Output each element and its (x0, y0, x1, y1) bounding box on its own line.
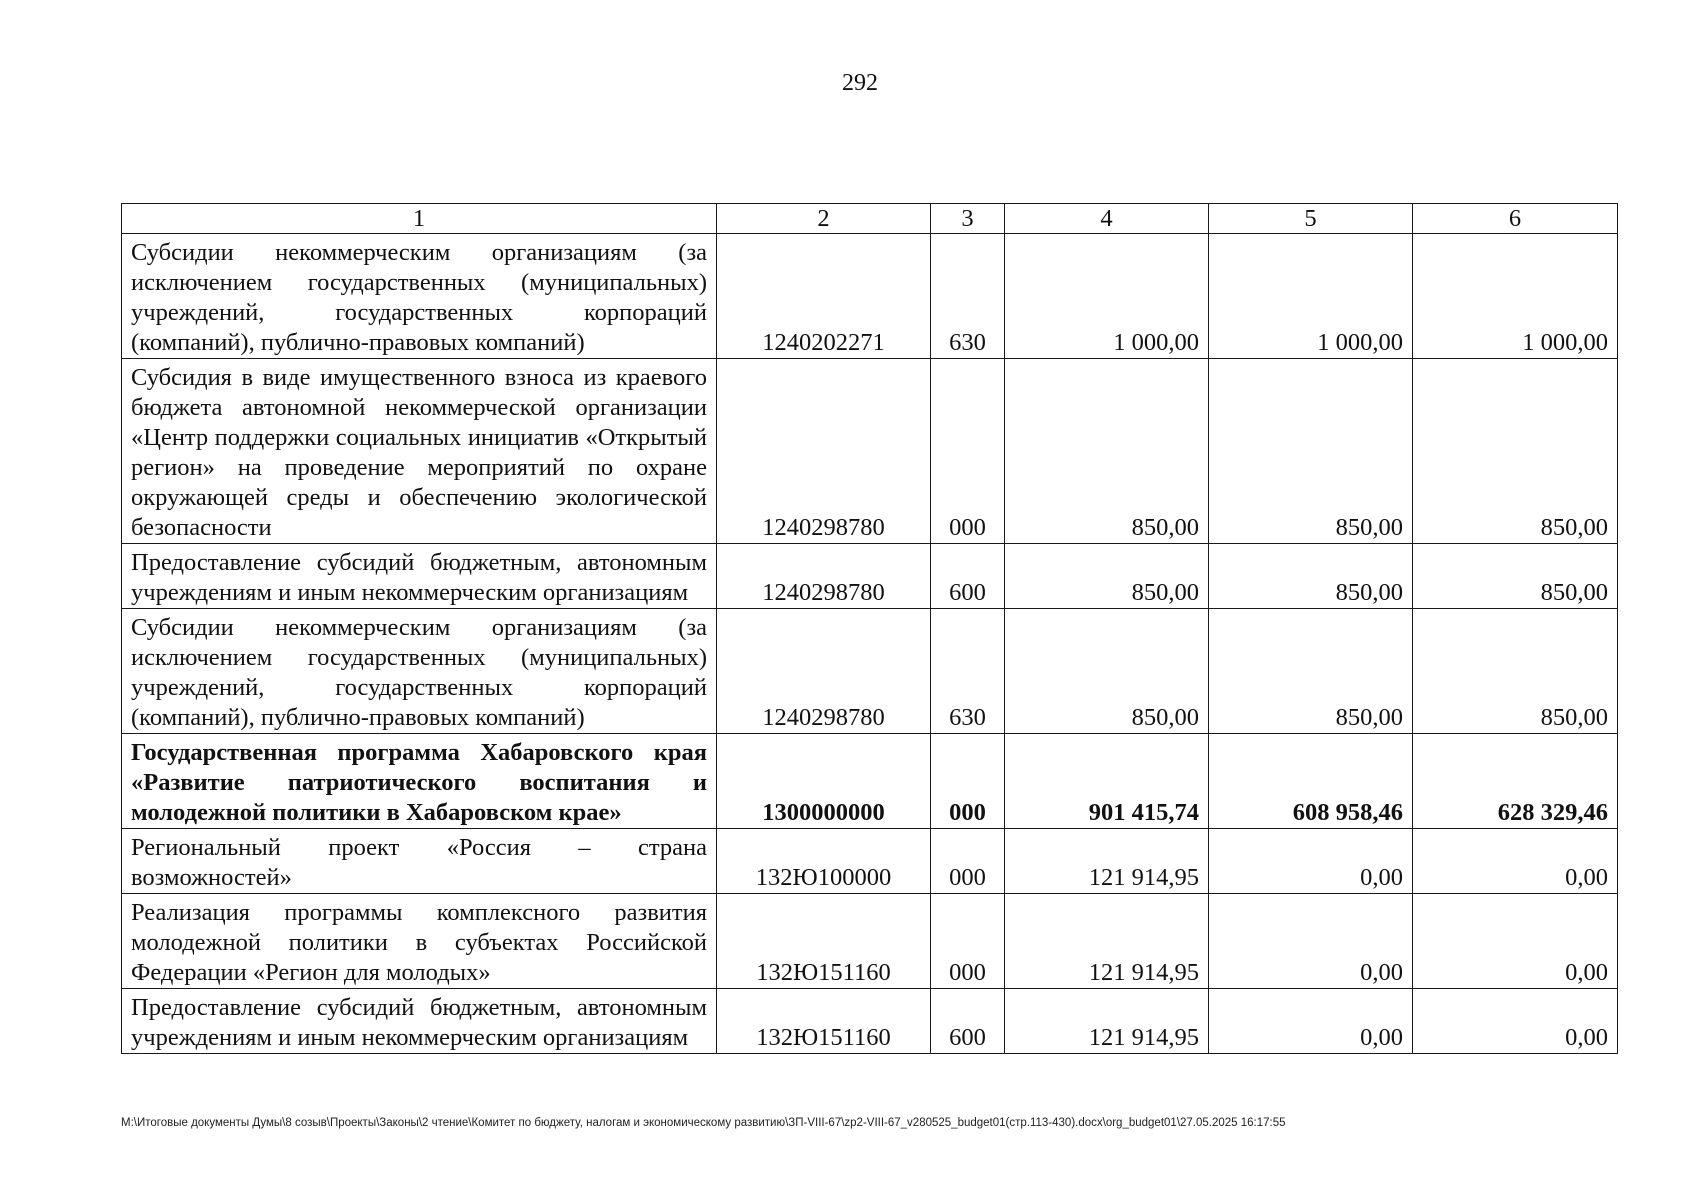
footer-file-path: M:\Итоговые документы Думы\8 созыв\Проекты\Законы\2 чтение\Комитет по бюджету, налогам и экономическому развитию\ЗП-VIII-67\zp2-VIII-67_v280525_budget01(стр.113-430).docx\org_budget01\27.05.2025 16:17:55 (121, 1117, 1286, 1129)
row-value-3-cell: 0,00 (1413, 894, 1618, 989)
row-value-1-cell: 850,00 (1005, 609, 1209, 734)
row-code-cell: 132Ю151160 (717, 894, 931, 989)
budget-table (121, 203, 1618, 1054)
row-type-cell: 600 (931, 989, 1005, 1054)
row-value-1-cell: 901 415,74 (1005, 734, 1209, 829)
table-row (122, 989, 1618, 1054)
row-value-3-cell: 628 329,46 (1413, 734, 1618, 829)
row-name-cell: Субсидия в виде имущественного взноса из краевого бюджета автономной некоммерческой организации «Центр поддержки социальных инициатив «Открытый регион» на проведение мероприятий по охране окружающей среды и обеспечению экологической безопасности (122, 359, 717, 544)
row-value-3-cell: 0,00 (1413, 829, 1618, 894)
row-code-cell: 1240298780 (717, 359, 931, 544)
row-name-cell: Государственная программа Хабаровского края «Развитие патриотического воспитания и молодежной политики в Хабаровском крае» (122, 734, 717, 829)
row-type-cell: 630 (931, 609, 1005, 734)
row-value-2-cell: 850,00 (1209, 359, 1413, 544)
row-type-cell: 600 (931, 544, 1005, 609)
row-name-cell: Предоставление субсидий бюджетным, автономным учреждениям и иным некоммерческим организациям (122, 544, 717, 609)
table-row (122, 359, 1618, 544)
row-type-cell: 000 (931, 894, 1005, 989)
row-type-cell: 630 (931, 234, 1005, 359)
row-value-3-cell: 850,00 (1413, 359, 1618, 544)
row-value-2-cell: 608 958,46 (1209, 734, 1413, 829)
table-row (122, 609, 1618, 734)
table-row (122, 544, 1618, 609)
row-code-cell: 1240202271 (717, 234, 931, 359)
row-type-cell: 000 (931, 359, 1005, 544)
row-code-cell: 1240298780 (717, 609, 931, 734)
row-value-3-cell: 0,00 (1413, 989, 1618, 1054)
row-value-1-cell: 121 914,95 (1005, 989, 1209, 1054)
budget-table-body (122, 204, 1618, 1054)
row-value-2-cell: 850,00 (1209, 609, 1413, 734)
row-name-cell: Субсидии некоммерческим организациям (за исключением государственных (муниципальных) учреждений, государственных корпораций (компаний), публично-правовых компаний) (122, 609, 717, 734)
row-value-1-cell: 121 914,95 (1005, 894, 1209, 989)
row-value-1-cell: 1 000,00 (1005, 234, 1209, 359)
row-value-2-cell: 1 000,00 (1209, 234, 1413, 359)
column-header-1: 1 (122, 204, 717, 234)
table-header-row (122, 204, 1618, 234)
row-code-cell: 132Ю151160 (717, 989, 931, 1054)
page-number: 292 (842, 70, 878, 96)
row-value-1-cell: 121 914,95 (1005, 829, 1209, 894)
row-code-cell: 1300000000 (717, 734, 931, 829)
row-value-1-cell: 850,00 (1005, 359, 1209, 544)
row-value-2-cell: 0,00 (1209, 894, 1413, 989)
row-name-cell: Региональный проект «Россия – страна возможностей» (122, 829, 717, 894)
table-row (122, 234, 1618, 359)
table-row (122, 829, 1618, 894)
row-name-cell: Реализация программы комплексного развития молодежной политики в субъектах Российской Федерации «Регион для молодых» (122, 894, 717, 989)
row-type-cell: 000 (931, 829, 1005, 894)
row-value-3-cell: 1 000,00 (1413, 234, 1618, 359)
column-header-2: 2 (717, 204, 931, 234)
row-value-2-cell: 850,00 (1209, 544, 1413, 609)
row-value-1-cell: 850,00 (1005, 544, 1209, 609)
table-row (122, 894, 1618, 989)
row-name-cell: Предоставление субсидий бюджетным, автономным учреждениям и иным некоммерческим организациям (122, 989, 717, 1054)
column-header-4: 4 (1005, 204, 1209, 234)
row-code-cell: 1240298780 (717, 544, 931, 609)
row-name-cell: Субсидии некоммерческим организациям (за исключением государственных (муниципальных) учреждений, государственных корпораций (компаний), публично-правовых компаний) (122, 234, 717, 359)
row-value-3-cell: 850,00 (1413, 609, 1618, 734)
column-header-6: 6 (1413, 204, 1618, 234)
row-value-2-cell: 0,00 (1209, 989, 1413, 1054)
row-code-cell: 132Ю100000 (717, 829, 931, 894)
row-value-2-cell: 0,00 (1209, 829, 1413, 894)
row-value-3-cell: 850,00 (1413, 544, 1618, 609)
column-header-3: 3 (931, 204, 1005, 234)
row-type-cell: 000 (931, 734, 1005, 829)
table-row (122, 734, 1618, 829)
column-header-5: 5 (1209, 204, 1413, 234)
